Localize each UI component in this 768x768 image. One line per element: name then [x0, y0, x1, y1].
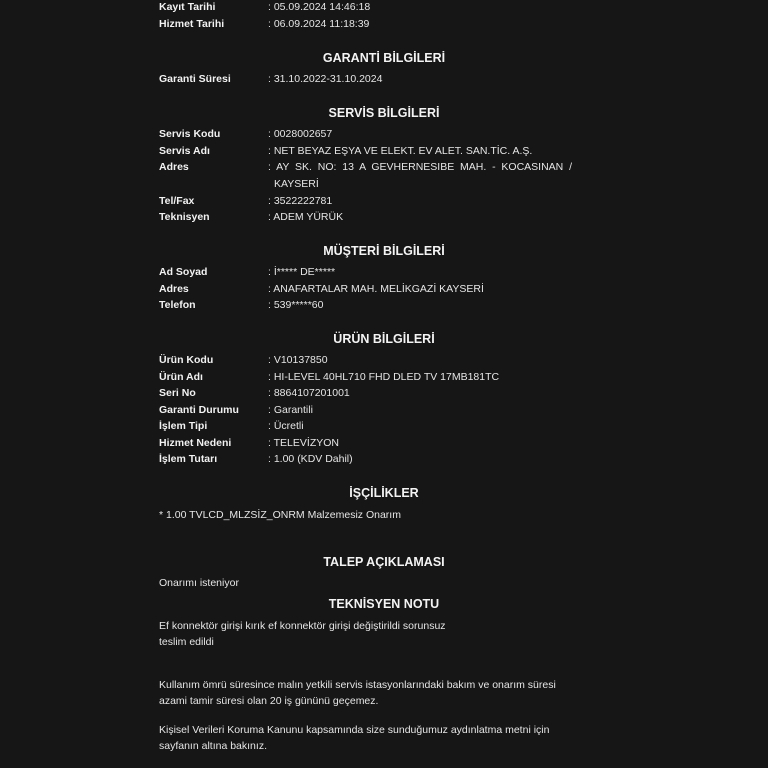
teknisyen-label: Teknisyen: [159, 211, 210, 223]
hizmet-nedeni-label: Hizmet Nedeni: [159, 437, 232, 449]
seri-no-value: : 8864107201001: [268, 387, 350, 399]
footer-paragraph-1-line1: Kullanım ömrü süresince malın yetkili servis istasyonlarındaki bakım ve onarım süresi: [159, 679, 556, 691]
servis-adres-label: Adres: [159, 161, 189, 173]
urun-kodu-label: Ürün Kodu: [159, 354, 214, 366]
musteri-adres-label: Adres: [159, 283, 189, 295]
servis-kodu-value: : 0028002657: [268, 128, 333, 140]
ad-soyad-value: : İ***** DE*****: [268, 266, 336, 278]
servis-adi-label: Servis Adı: [159, 145, 210, 157]
islem-tutari-value: : 1.00 (KDV Dahil): [268, 453, 353, 465]
telefon-label: Telefon: [159, 299, 196, 311]
footer-paragraph-2-line1: Kişisel Verileri Koruma Kanunu kapsamında size sunduğumuz aydınlatma metni için: [159, 724, 550, 736]
kayit-tarihi-value: : 05.09.2024 14:46:18: [268, 1, 371, 13]
tel-fax-value: : 3522222781: [268, 195, 333, 207]
servis-kodu-label: Servis Kodu: [159, 128, 221, 140]
servis-adres-value-line2: KAYSERİ: [274, 178, 319, 190]
ad-soyad-label: Ad Soyad: [159, 266, 208, 278]
hizmet-tarihi-value: : 06.09.2024 11:18:39: [268, 18, 370, 30]
servis-section-title: SERVİS BİLGİLERİ: [328, 106, 440, 120]
musteri-section-title: MÜŞTERİ BİLGİLERİ: [323, 244, 445, 258]
urun-kodu-value: : V10137850: [268, 354, 328, 366]
islem-tutari-label: İşlem Tutarı: [159, 453, 218, 465]
seri-no-label: Seri No: [159, 387, 196, 399]
telefon-value: : 539*****60: [268, 299, 324, 311]
garanti-section-title: GARANTİ BİLGİLERİ: [322, 51, 446, 65]
talep-text: Onarımı isteniyor: [159, 577, 239, 589]
hizmet-tarihi-label: Hizmet Tarihi: [159, 18, 225, 30]
islem-tipi-value: : Ücretli: [268, 420, 304, 432]
islem-tipi-label: İşlem Tipi: [159, 420, 208, 432]
tel-fax-label: Tel/Fax: [159, 195, 195, 207]
garanti-durumu-value: : Garantili: [268, 404, 313, 416]
teknisyen-value: : ADEM YÜRÜK: [268, 211, 344, 223]
urun-adi-value: : HI-LEVEL 40HL710 FHD DLED TV 17MB181TC: [268, 371, 500, 383]
teknisyen-notu-line2: teslim edildi: [159, 636, 214, 648]
footer-paragraph-2-line2: sayfanın altına bakınız.: [159, 740, 267, 752]
urun-section-title: ÜRÜN BİLGİLERİ: [333, 332, 435, 346]
musteri-adres-value: : ANAFARTALAR MAH. MELİKGAZİ KAYSERİ: [268, 283, 484, 295]
hizmet-nedeni-value: : TELEVİZYON: [268, 437, 339, 449]
garanti-suresi-label: Garanti Süresi: [159, 73, 231, 85]
teknisyen-notu-line1: Ef konnektör girişi kırık ef konnektör girişi değiştirildi sorunsuz: [159, 620, 446, 632]
kayit-tarihi-label: Kayıt Tarihi: [159, 1, 216, 13]
servis-adres-value: : AY SK. NO: 13 A GEVHERNESIBE MAH. - KOCASINAN /: [268, 161, 572, 173]
iscilikler-section-title: İŞÇİLİKLER: [349, 486, 419, 500]
garanti-durumu-label: Garanti Durumu: [159, 404, 239, 416]
footer-paragraph-1-line2: azami tamir süresi olan 20 iş gününü geçemez.: [159, 695, 379, 707]
urun-adi-label: Ürün Adı: [159, 371, 203, 383]
talep-section-title: TALEP AÇIKLAMASI: [323, 555, 445, 569]
teknisyen-notu-title: TEKNİSYEN NOTU: [328, 597, 440, 611]
garanti-suresi-value: : 31.10.2022-31.10.2024: [268, 73, 383, 85]
servis-adi-value: : NET BEYAZ EŞYA VE ELEKT. EV ALET. SAN.TİC. A.Ş.: [268, 145, 533, 157]
iscilik-item: * 1.00 TVLCD_MLZSİZ_ONRM Malzemesiz Onarım: [159, 509, 401, 521]
